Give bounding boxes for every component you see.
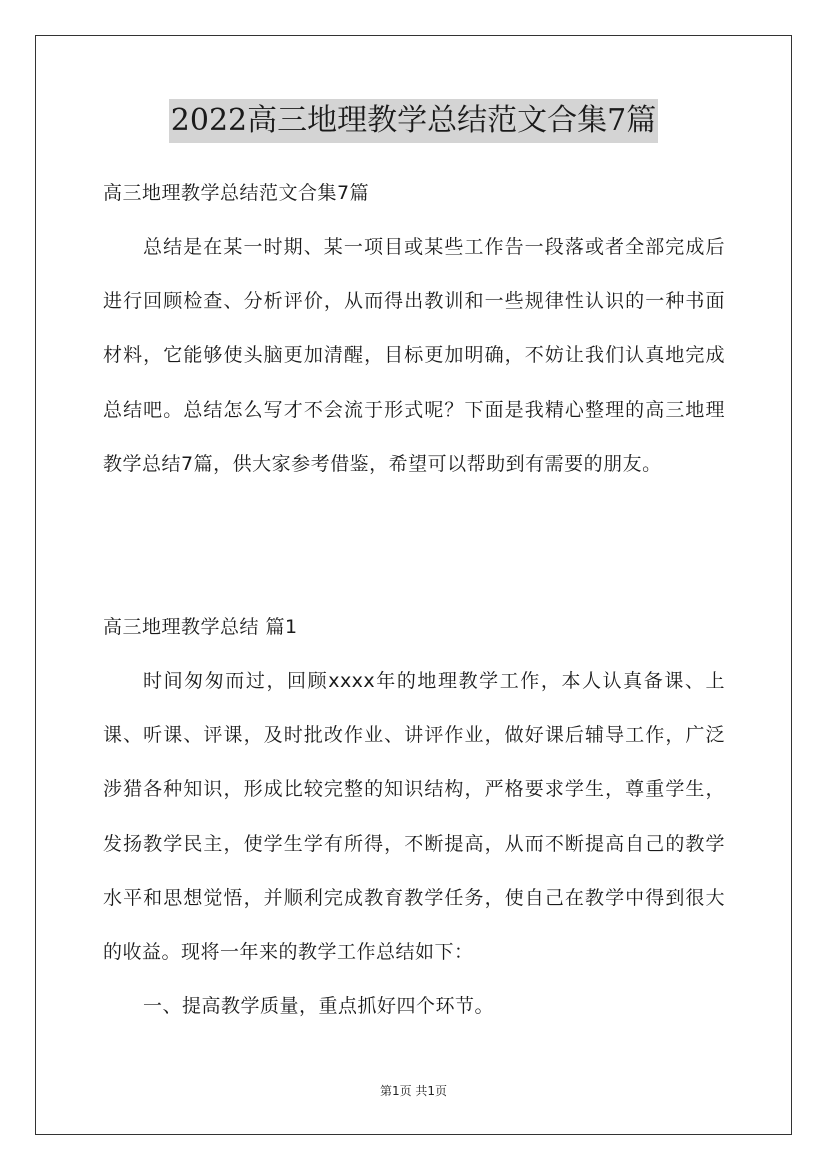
page-number: 第1页 共1页 [379,1084,448,1098]
document-subtitle: 高三地理教学总结范文合集7篇 [103,182,370,204]
document-title: 2022高三地理教学总结范文合集7篇 [169,99,658,143]
intro-paragraph: 总结是在某一时期、某一项目或某些工作告一段落或者全部完成后进行回顾检查、分析评价，从而得出教训和一些规律性认识的一种书面材料，它能够使头脑更加清醒，目标更加明确，不妨让我们认真地完成总结吧。总结怎么写才不会流于形式呢？下面是我精心整理的高三地理教学总结7篇，供大家参考借鉴，希望可以帮助到有需要的朋友。 [103,236,725,475]
section-paragraph: 时间匆匆而过，回顾xxxx年的地理教学工作，本人认真备课、上课、听课、评课，及时批改作业、讲评作业，做好课后辅导工作，广泛涉猎各种知识，形成比较完整的知识结构，严格要求学生，尊重学生，发扬教学民主，使学生学有所得，不断提高，从而不断提高自己的教学水平和思想觉悟，并顺利完成教育教学任务，使自己在教学中得到很大的收益。现将一年来的教学工作总结如下： [103,670,725,964]
title-container [0,99,827,143]
section-point: 一、提高教学质量，重点抓好四个环节。 [143,995,495,1017]
section-heading: 高三地理教学总结 篇1 [103,616,298,638]
